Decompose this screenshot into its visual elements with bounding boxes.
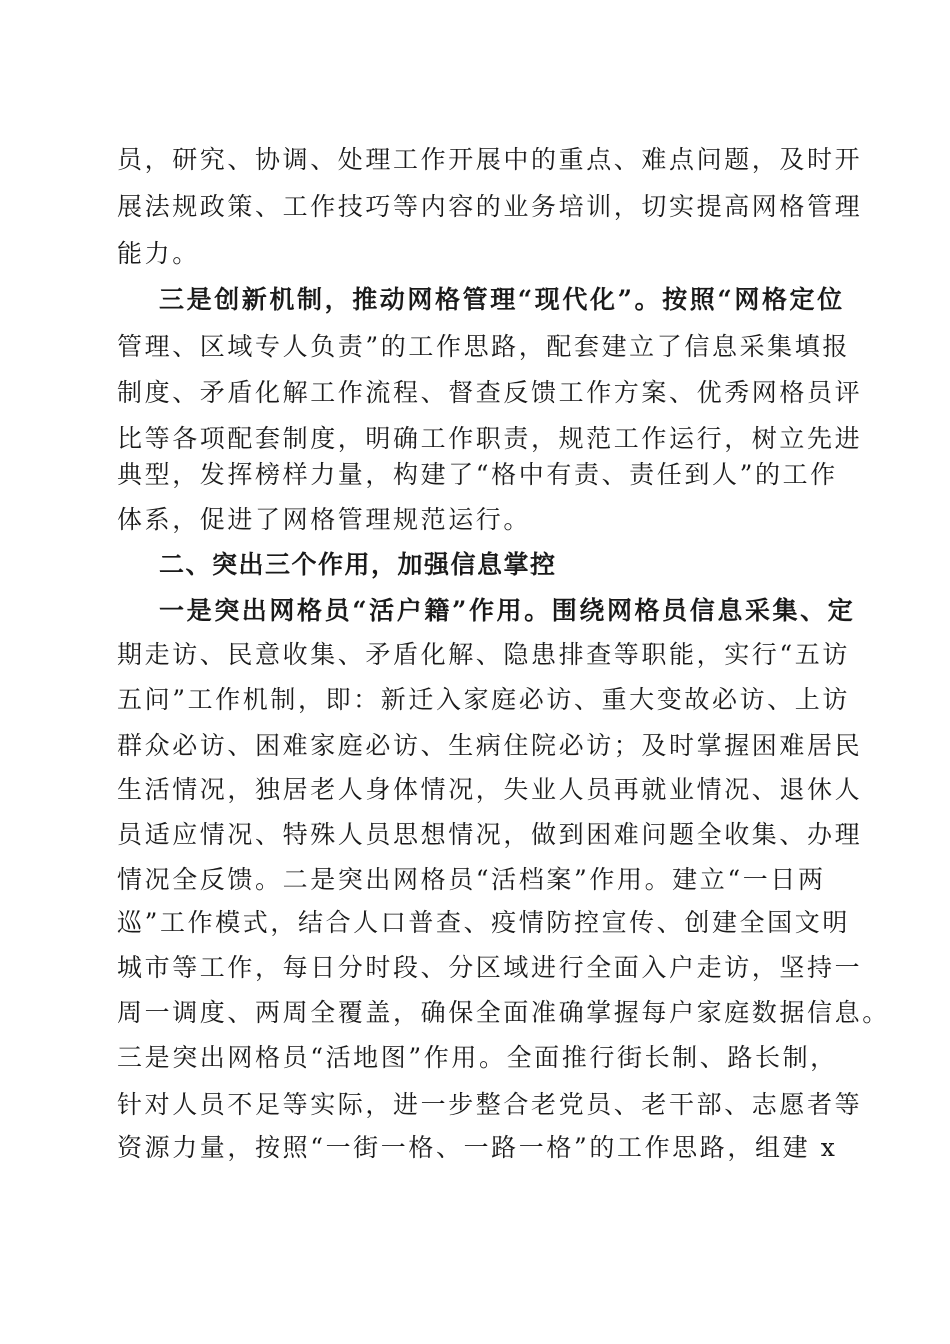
text-line: 针对人员不足等实际，进一步整合老党员、老干部、志愿者等 xyxy=(117,1090,863,1119)
text-line: 员适应情况、特殊人员思想情况，做到困难问题全收集、办理 xyxy=(117,820,863,849)
text-line: 员，研究、协调、处理工作开展中的重点、难点问题，及时开 xyxy=(117,145,863,174)
text-line: 周一调度、两周全覆盖，确保全面准确掌握每户家庭数据信息。 xyxy=(117,998,890,1027)
text-line: 能力。 xyxy=(117,239,200,268)
text-line: 资源力量，按照“一街一格、一路一格”的工作思路，组建 x xyxy=(117,1133,838,1162)
paragraph-heading-line: 一是突出网格员“活户籍”作用。围绕网格员信息采集、定 xyxy=(159,596,856,625)
text-line: 期走访、民意收集、矛盾化解、隐患排查等职能，实行“五访 xyxy=(117,640,850,669)
section-heading: 二、突出三个作用，加强信息掌控 xyxy=(159,550,557,579)
text-line: 管理、区域专人负责”的工作思路，配套建立了信息采集填报 xyxy=(117,332,850,361)
text-line: 城市等工作，每日分时段、分区域进行全面入户走访，坚持一 xyxy=(117,953,863,982)
text-line: 三是突出网格员“活地图”作用。全面推行街长制、路长制， xyxy=(117,1043,838,1072)
text-line: 生活情况，独居老人身体情况，失业人员再就业情况、退休人 xyxy=(117,775,863,804)
text-line: 制度、矛盾化解工作流程、督查反馈工作方案、优秀网格员评 xyxy=(117,378,863,407)
text-line: 五问”工作机制，即：新迁入家庭必访、重大变故必访、上访 xyxy=(117,685,850,714)
paragraph-heading-line: 三是创新机制，推动网格管理“现代化”。按照“网格定位 xyxy=(159,285,845,314)
text-line: 展法规政策、工作技巧等内容的业务培训，切实提高网格管理 xyxy=(117,192,863,221)
text-line: 典型，发挥榜样力量，构建了“格中有责、责任到人”的工作 xyxy=(117,460,838,489)
text-line: 情况全反馈。二是突出网格员“活档案”作用。建立“一日两 xyxy=(117,865,826,894)
text-line: 体系，促进了网格管理规范运行。 xyxy=(117,505,532,534)
text-line: 群众必访、困难家庭必访、生病住院必访；及时掌握困难居民 xyxy=(117,731,863,760)
text-line: 比等各项配套制度，明确工作职责，规范工作运行，树立先进 xyxy=(117,424,863,453)
text-line: 巡”工作模式，结合人口普查、疫情防控宣传、创建全国文明 xyxy=(117,908,850,937)
